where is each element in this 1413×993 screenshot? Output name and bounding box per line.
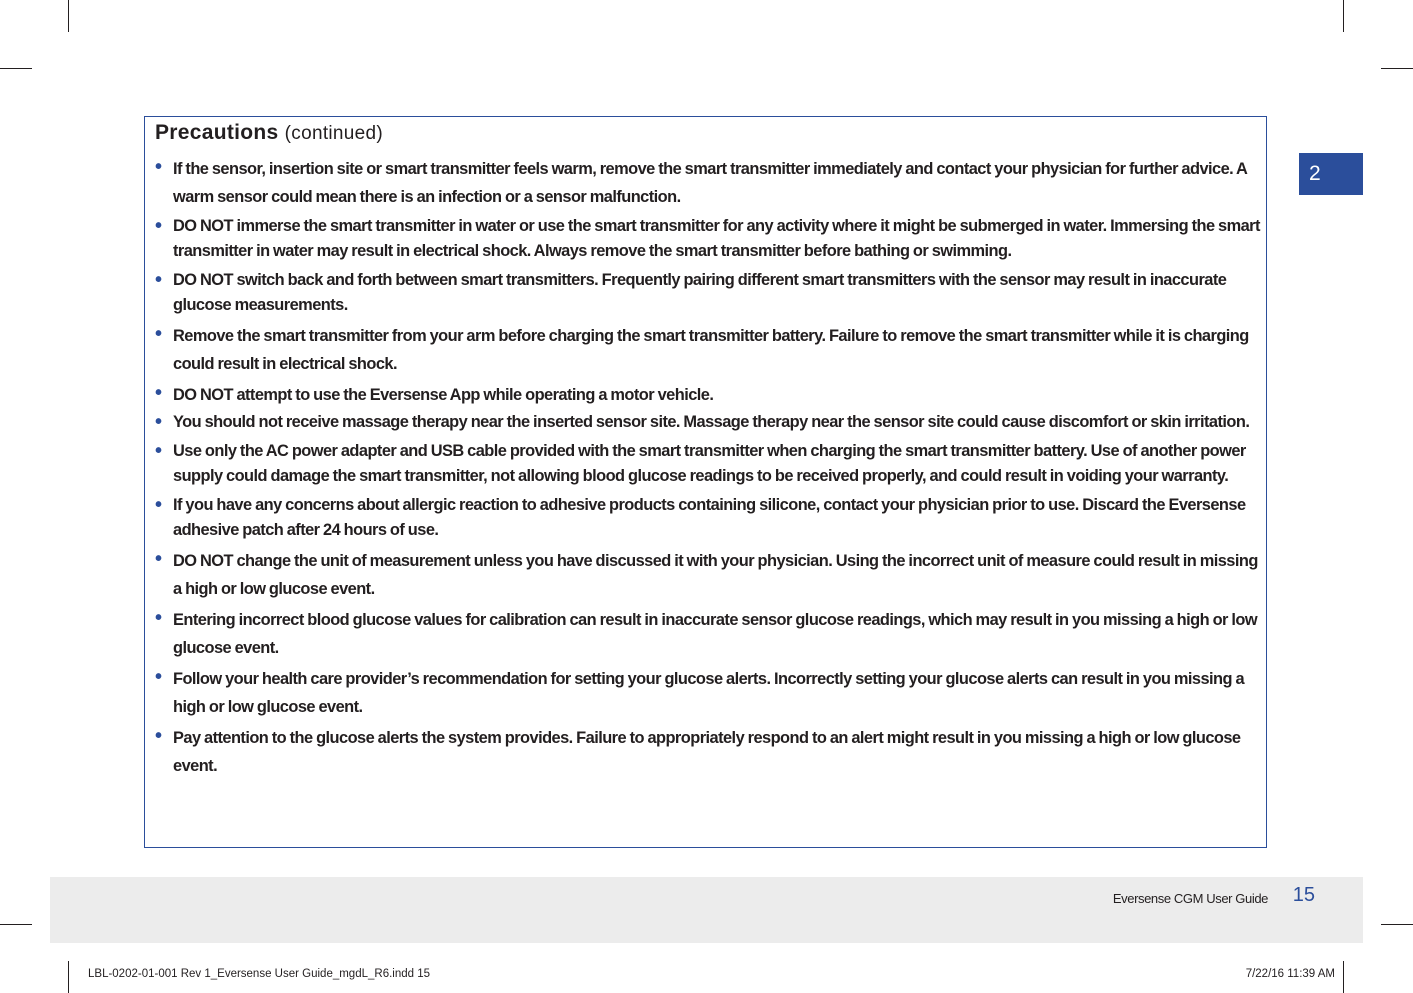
list-item: • If you have any concerns about allergic reaction to adhesive products containing silicone, contact your physician prior to use. Discard the Eversense adhesive patch after 24 hours of use. xyxy=(155,494,1246,539)
print-slug-file: LBL-0202-01-001 Rev 1_Eversense User Guide_mgdL_R6.indd 15 xyxy=(88,968,431,980)
heading-title: Precautions xyxy=(155,121,279,144)
crop-mark-bottom-right xyxy=(1343,961,1344,993)
crop-mark-top-left-h xyxy=(0,68,32,69)
list-item: • You should not receive massage therapy near the inserted sensor site. Massage therapy near the sensor site could cause discomfort or skin irritation. xyxy=(155,411,1250,433)
page-footer xyxy=(50,877,1363,943)
list-item: • Use only the AC power adapter and USB cable provided with the smart transmitter when charging the smart transmitter battery. Use of another power supply could damage the smart transmitter, not allowing blood glucose readings to be received properly, and could result in voiding your warranty. xyxy=(155,440,1246,485)
list-item: • DO NOT change the unit of measurement unless you have discussed it with your physician. Using the incorrect unit of measure could result in missing a high or low glucose event. xyxy=(155,548,1258,598)
bullet-icon: • xyxy=(155,440,162,462)
bullet-icon: • xyxy=(155,323,162,345)
list-item: • DO NOT attempt to use the Eversense App while operating a motor vehicle. xyxy=(155,382,714,404)
bullet-icon: • xyxy=(155,382,162,404)
crop-mark-bottom-right-h xyxy=(1381,924,1413,925)
footer-guide-name: Eversense CGM User Guide xyxy=(1112,891,1268,906)
list-item: • Remove the smart transmitter from your arm before charging the smart transmitter battery. Failure to remove the smart transmitter while it is charging could result in electrical shock. xyxy=(155,323,1249,373)
bullet-icon: • xyxy=(155,666,162,688)
list-item: • If the sensor, insertion site or smart transmitter feels warm, remove the smart transmitter immediately and contact your physician for further advice. A warm sensor could mean there is an infection or a sensor malfunction. xyxy=(155,156,1247,206)
crop-mark-bottom-left-h xyxy=(0,924,32,925)
bullet-icon: • xyxy=(155,269,162,291)
crop-mark-top-left xyxy=(68,0,69,32)
chapter-tab: 2 xyxy=(1299,153,1363,195)
crop-mark-top-right-h xyxy=(1381,68,1413,69)
crop-mark-bottom-left xyxy=(68,961,69,993)
bullet-icon: • xyxy=(155,548,162,570)
list-item: • Follow your health care provider’s recommendation for setting your glucose alerts. Incorrectly setting your glucose alerts can result in you missing a high or low glucose event. xyxy=(155,666,1245,716)
page-number: 15 xyxy=(1292,884,1315,906)
list-item: • DO NOT switch back and forth between smart transmitters. Frequently pairing different smart transmitters with the sensor may result in inaccurate glucose measurements. xyxy=(155,269,1227,314)
list-item: • DO NOT immerse the smart transmitter in water or use the smart transmitter for any activity where it might be submerged in water. Immersing the smart transmitter in water may result in electrical shock. Always remove the smart transmitter before bathing or swimming. xyxy=(155,215,1260,260)
bullet-icon: • xyxy=(155,725,162,747)
bullet-icon: • xyxy=(155,215,162,237)
crop-mark-top-right xyxy=(1343,0,1344,32)
bullet-icon: • xyxy=(155,156,162,178)
heading-subtitle: (continued) xyxy=(284,123,384,144)
print-slug-timestamp: 7/22/16 11:39 AM xyxy=(1245,968,1335,980)
precautions-box xyxy=(144,116,1267,848)
list-item: • Pay attention to the glucose alerts the system provides. Failure to appropriately respond to an alert might result in you missing a high or low glucose event. xyxy=(155,725,1241,775)
bullet-icon: • xyxy=(155,411,162,433)
list-item: • Entering incorrect blood glucose values for calibration can result in inaccurate sensor glucose readings, which may result in you missing a high or low glucose event. xyxy=(155,607,1258,657)
bullet-icon: • xyxy=(155,607,162,629)
precautions-heading xyxy=(155,121,383,145)
precautions-list xyxy=(155,155,1260,783)
bullet-icon: • xyxy=(155,494,162,516)
